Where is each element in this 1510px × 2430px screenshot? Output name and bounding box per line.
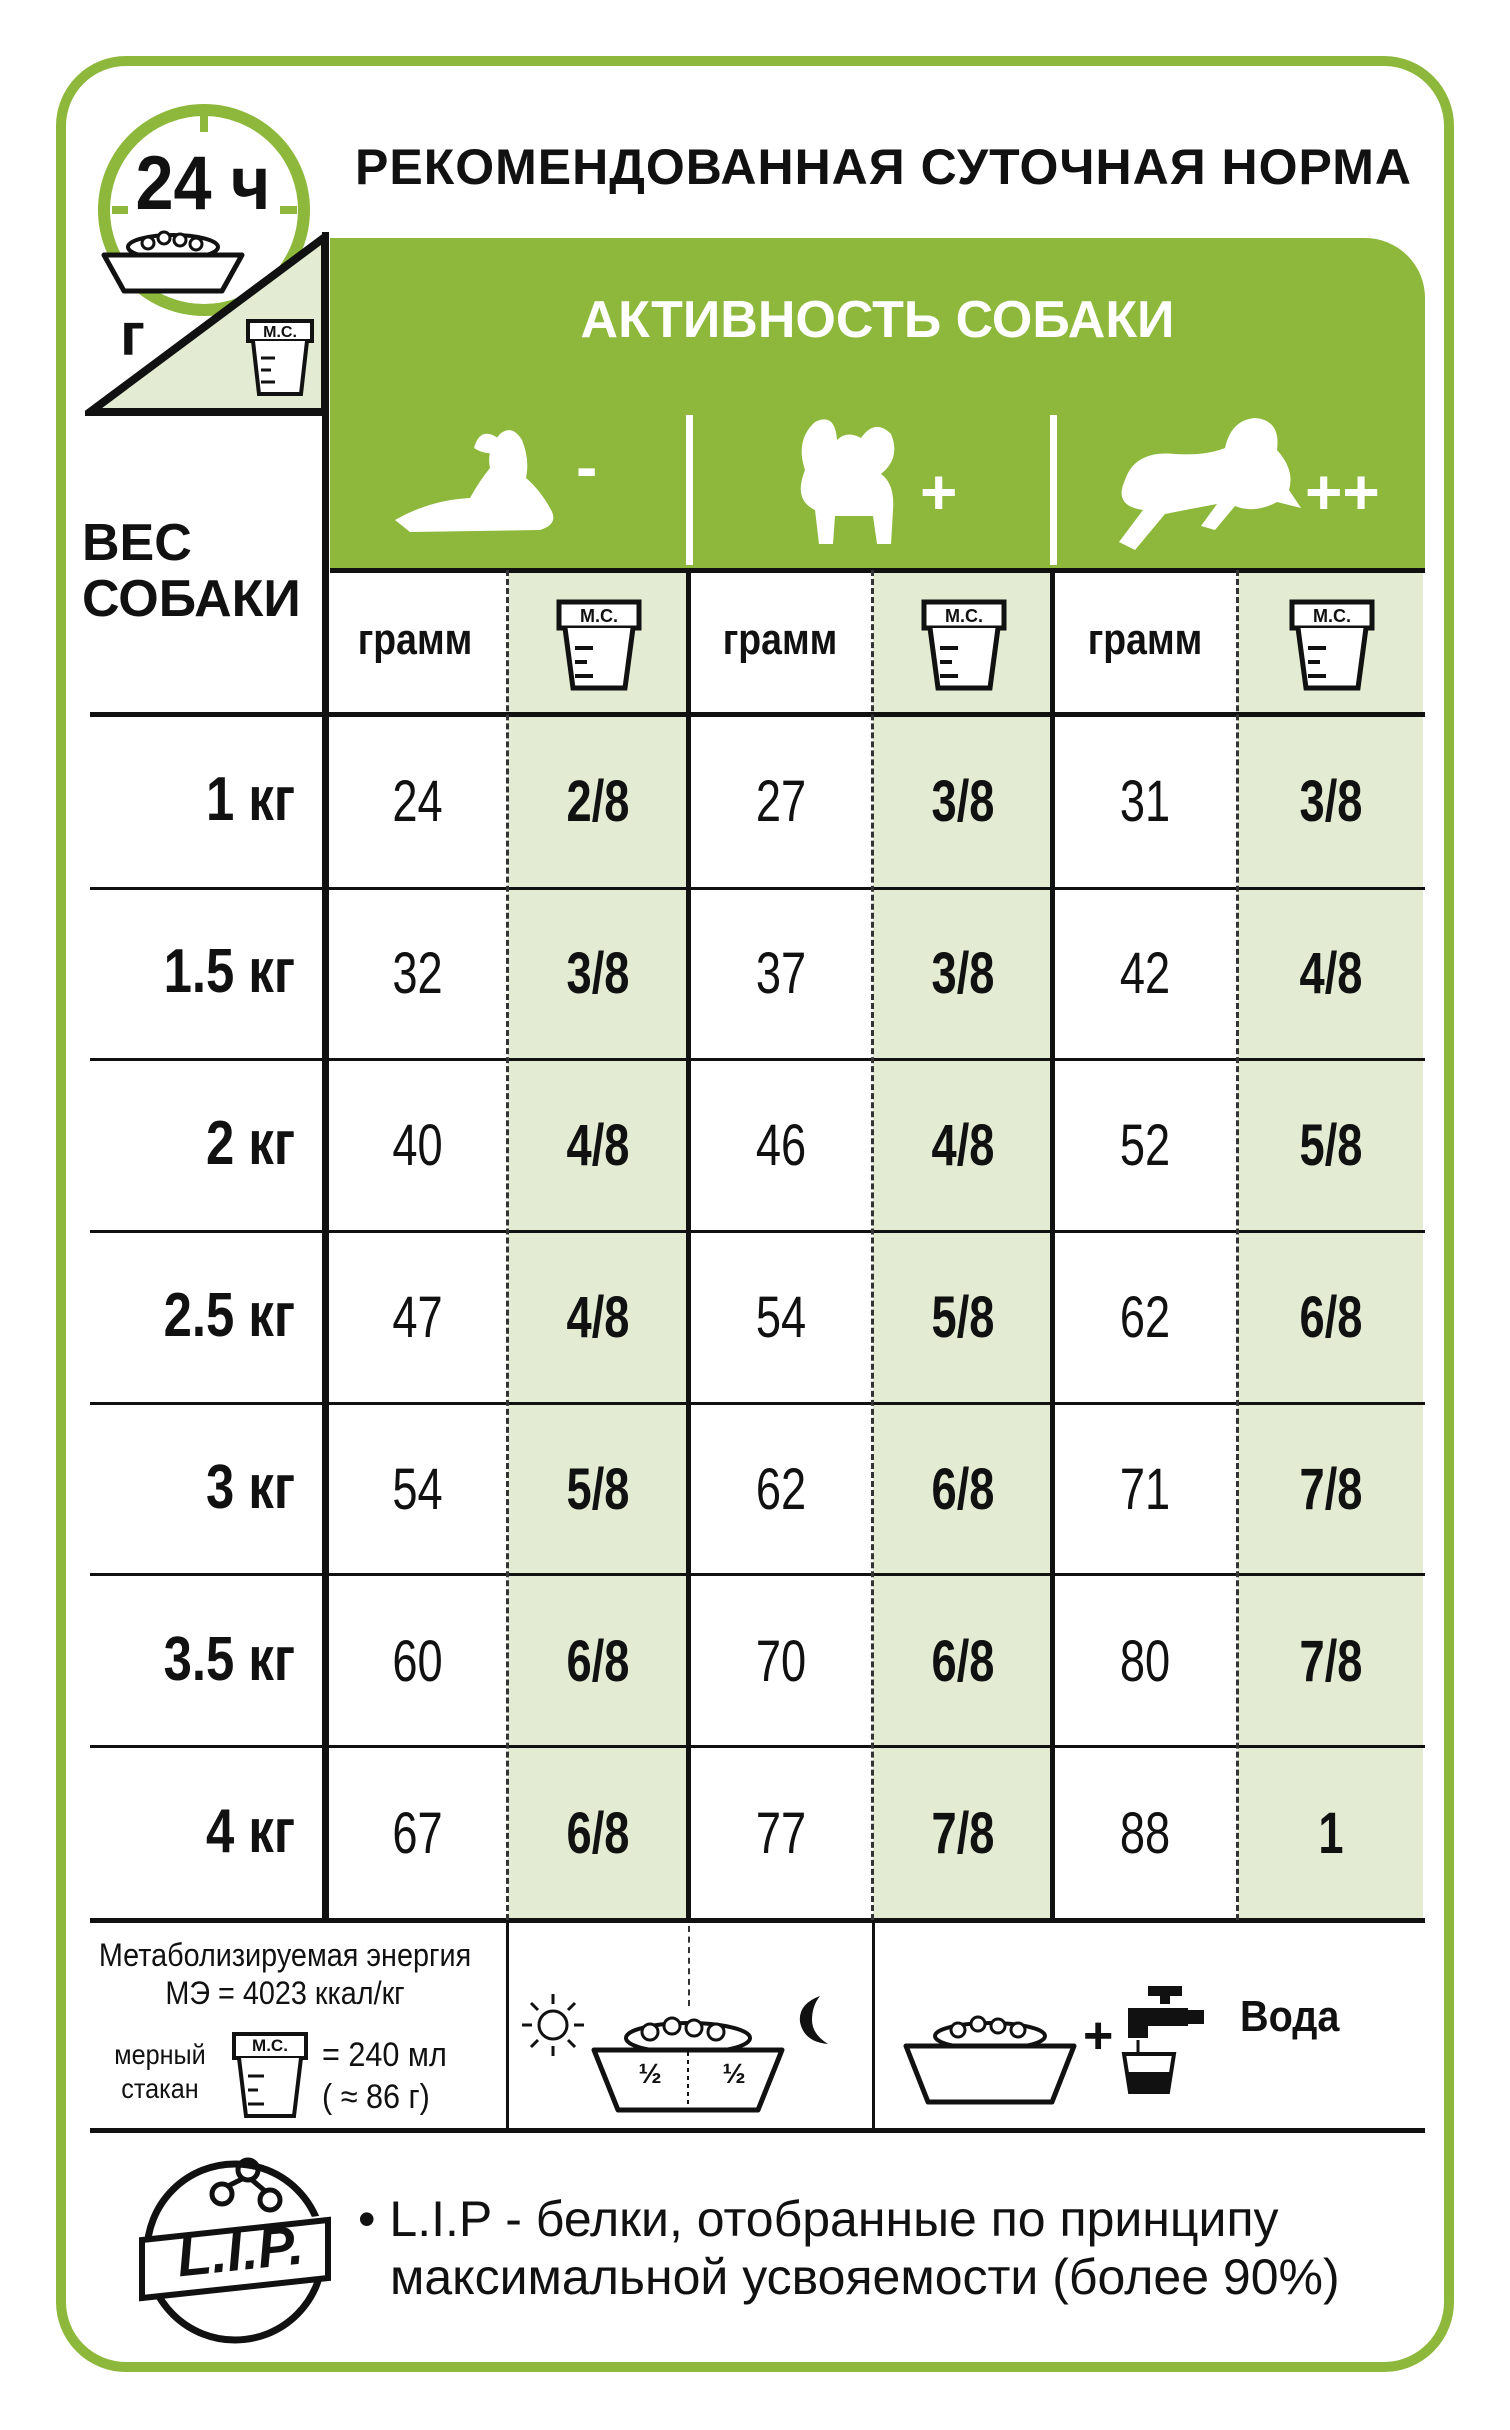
- cup-label: М.С.: [945, 606, 983, 626]
- weight-header-line2: СОБАКИ: [82, 570, 301, 628]
- cups-cell: 3/8: [566, 941, 630, 1006]
- lip-line2: максимальной усвояемости (более 90%): [390, 2249, 1340, 2305]
- grams-unit-label: грамм: [1087, 615, 1203, 664]
- grid-line: [330, 568, 1425, 573]
- activity-level-medium: +: [920, 456, 958, 528]
- grid-line: [872, 1922, 875, 2128]
- cup-label: М.С.: [252, 2036, 288, 2055]
- cups-cell: 4/8: [566, 1285, 630, 1350]
- cups-cell: 3/8: [1299, 769, 1363, 834]
- energy-info: [92, 1936, 479, 2012]
- weight-cell: 1 кг: [205, 765, 295, 834]
- grams-cell: 88: [1119, 1801, 1171, 1866]
- cup-label: М.С.: [580, 606, 618, 626]
- half-portion-label: ½: [722, 2058, 746, 2089]
- energy-line1: Метаболизируемая энергия: [98, 1937, 472, 1973]
- weight-header-line1: ВЕС: [82, 514, 192, 572]
- grams-cell: 52: [1119, 1113, 1171, 1178]
- cups-cell: 6/8: [931, 1457, 995, 1522]
- grams-cell: 42: [1119, 941, 1171, 1006]
- grid-dash: [871, 570, 874, 1920]
- cup-label: М.С.: [1313, 606, 1351, 626]
- grid-line: [90, 2128, 1425, 2133]
- food-bowl-icon: [900, 2010, 1080, 2110]
- weight-cell: 2.5 кг: [163, 1281, 295, 1350]
- grams-cell: 60: [392, 1629, 443, 1694]
- grams-cell: 54: [392, 1457, 443, 1522]
- grams-cell: 62: [1119, 1285, 1171, 1350]
- grams-cell: 40: [392, 1113, 443, 1178]
- grid-line: [90, 1058, 1425, 1061]
- grams-cell: 27: [755, 769, 807, 834]
- grid-line: [506, 1922, 509, 2128]
- energy-line2: МЭ = 4023 ккал/кг: [165, 1975, 405, 2011]
- weight-cell: 4 кг: [205, 1797, 295, 1866]
- grid-line: [1050, 568, 1055, 1922]
- water-label: Вода: [1240, 1992, 1340, 2041]
- cups-cell: 6/8: [566, 1801, 630, 1866]
- moon-icon: [790, 1990, 840, 2050]
- grams-unit-label: грамм: [722, 615, 838, 664]
- cups-cell: 4/8: [931, 1113, 995, 1178]
- weight-cell: 3.5 кг: [163, 1625, 295, 1694]
- grid-line: [322, 232, 329, 1922]
- cups-cell: 1: [1318, 1801, 1344, 1866]
- hours-label: 24 ч: [135, 141, 271, 226]
- cups-cell: 6/8: [931, 1629, 995, 1694]
- divider: [1050, 415, 1057, 565]
- cups-cell: 5/8: [1299, 1113, 1363, 1178]
- grid-dash: [1236, 570, 1239, 1920]
- grams-cell: 32: [392, 941, 443, 1006]
- cups-cell: 7/8: [1299, 1629, 1363, 1694]
- cups-cell: 3/8: [931, 941, 995, 1006]
- grid-line: [90, 1745, 1425, 1748]
- cups-cell: 5/8: [931, 1285, 995, 1350]
- cups-cell: 4/8: [566, 1113, 630, 1178]
- standing-dog-icon: [775, 410, 925, 550]
- divider: [686, 415, 693, 565]
- cup-weight: ( ≈ 86 г): [322, 2078, 430, 2116]
- activity-level-low: -: [576, 431, 598, 503]
- cup-name-line1: мерный: [114, 2039, 206, 2070]
- water-tap-icon: [1118, 1980, 1218, 2100]
- weight-cell: 2 кг: [205, 1109, 295, 1178]
- cup-volume-info: [322, 2034, 457, 2118]
- weight-cell: 1.5 кг: [163, 937, 295, 1006]
- cup-name-line2: стакан: [121, 2073, 199, 2104]
- grid-dash: [688, 1926, 690, 2006]
- cups-cell: 7/8: [931, 1801, 995, 1866]
- grid-line: [90, 712, 1425, 717]
- page-title: РЕКОМЕНДОВАННАЯ СУТОЧНАЯ НОРМА: [355, 139, 1412, 195]
- grid-line: [90, 887, 1425, 890]
- cup-volume: = 240 мл: [322, 2036, 447, 2074]
- activity-level-high: ++: [1305, 456, 1380, 528]
- cup-name: [106, 2038, 214, 2106]
- lip-description: [358, 2190, 1340, 2306]
- grid-line: [90, 1573, 1425, 1576]
- grid-line: [90, 1230, 1425, 1233]
- weight-cell: 3 кг: [205, 1453, 295, 1522]
- grams-unit-label: грамм: [357, 615, 473, 664]
- lying-dog-icon: [390, 420, 570, 540]
- running-dog-icon: [1105, 410, 1305, 560]
- grams-cell: 77: [755, 1801, 807, 1866]
- lip-line1: • L.I.P - белки, отобранные по принципу: [358, 2191, 1279, 2247]
- grams-cell: 62: [755, 1457, 807, 1522]
- activity-title: АКТИВНОСТЬ СОБАКИ: [580, 291, 1175, 349]
- grams-cell: 54: [755, 1285, 807, 1350]
- cups-cell: 3/8: [931, 769, 995, 834]
- cups-cell: 4/8: [1299, 941, 1363, 1006]
- grid-line: [90, 1402, 1425, 1405]
- sun-icon: [518, 1990, 588, 2060]
- plus-sign: +: [1083, 2007, 1114, 2065]
- grams-cell: 80: [1119, 1629, 1171, 1694]
- cups-cell: 6/8: [1299, 1285, 1363, 1350]
- cups-cell: 7/8: [1299, 1457, 1363, 1522]
- grid-line: [90, 1918, 1425, 1923]
- grams-cell: 37: [755, 941, 807, 1006]
- grams-cell: 70: [755, 1629, 807, 1694]
- grid-dash: [506, 570, 509, 1920]
- half-portion-label: ½: [638, 2058, 662, 2089]
- lip-logo-text: L.I.P.: [173, 2212, 307, 2289]
- grams-cell: 24: [392, 769, 443, 834]
- cups-cell: 6/8: [566, 1629, 630, 1694]
- weight-header: [82, 515, 301, 627]
- grid-line: [686, 568, 691, 1922]
- grams-cell: 46: [755, 1113, 807, 1178]
- grams-cell: 31: [1119, 769, 1171, 834]
- cup-label: М.С.: [263, 324, 297, 341]
- cups-cell: 2/8: [566, 769, 630, 834]
- grams-cell: 67: [392, 1801, 443, 1866]
- grams-cell: 47: [392, 1285, 443, 1350]
- grams-cell: 71: [1119, 1457, 1171, 1522]
- grams-label: г: [120, 301, 145, 368]
- cups-cell: 5/8: [566, 1457, 630, 1522]
